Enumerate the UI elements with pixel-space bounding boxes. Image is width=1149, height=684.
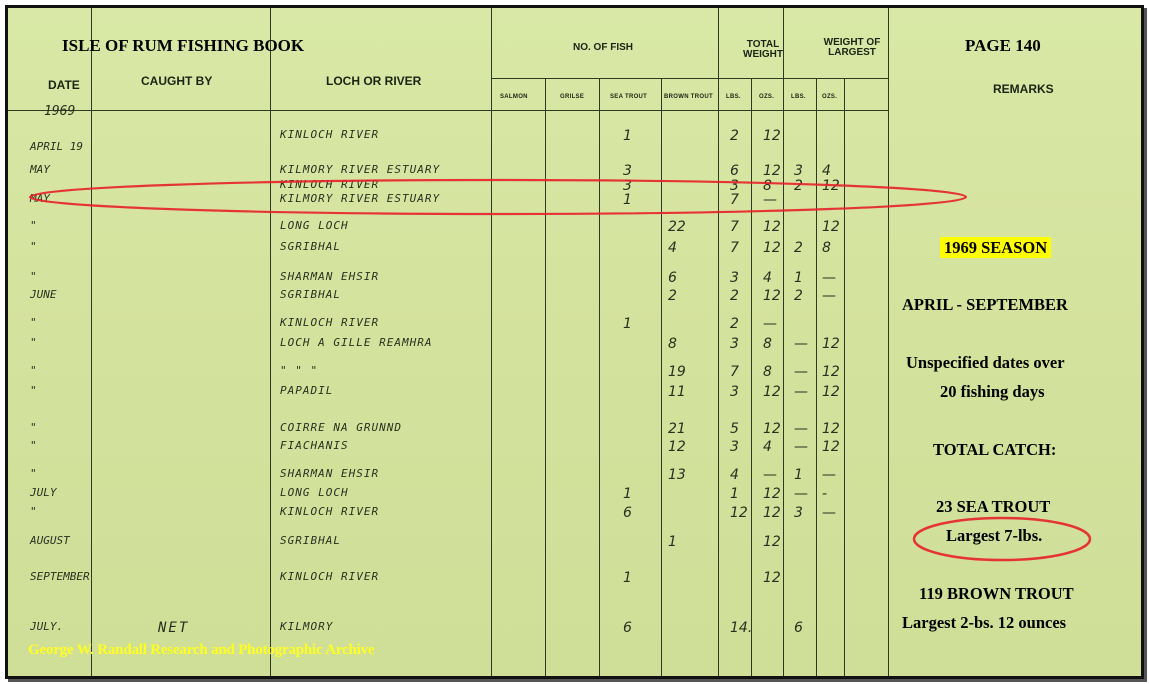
lbs-header-2: LBS. — [791, 94, 806, 100]
cell-sea: 3 — [623, 163, 632, 179]
cell-brown: 13 — [668, 467, 686, 483]
cell-tozs: 4 — [763, 439, 772, 455]
cell-llbs: 1 — [794, 467, 803, 483]
cell-date: " — [30, 439, 37, 452]
cell-sea: 6 — [623, 505, 632, 521]
total-catch-label: TOTAL CATCH: — [933, 440, 1057, 459]
salmon-header: SALMON — [500, 94, 528, 100]
cell-llbs: 2 — [794, 240, 803, 256]
cell-tozs: 12 — [763, 128, 781, 144]
cell-llbs: — — [794, 336, 808, 352]
cell-loch: KINLOCH RIVER — [280, 570, 380, 583]
page-number: PAGE 140 — [965, 36, 1041, 55]
brown-trout-total: 119 BROWN TROUT — [919, 584, 1074, 603]
season-highlight: 1969 SEASON — [940, 237, 1051, 258]
sea-trout-largest: Largest 7-lbs. — [946, 526, 1043, 545]
cell-date: " — [30, 384, 37, 397]
cell-brown: 11 — [668, 384, 686, 400]
cell-llbs: — — [794, 364, 808, 380]
cell-llbs: — — [794, 439, 808, 455]
cell-brown: 19 — [668, 364, 686, 380]
no-of-fish-header: NO. OF FISH — [573, 42, 633, 53]
cell-llbs: 3 — [794, 505, 803, 521]
cell-tozs: 12 — [763, 505, 781, 521]
cell-loch: KILMORY — [280, 620, 334, 633]
cell-lozs: 12 — [822, 439, 840, 455]
cell-loch: SHARMAN EHSIR — [280, 467, 380, 480]
cell-loch: LOCH A GILLE REAMHRA — [280, 336, 433, 349]
cell-loch: KILMORY RIVER ESTUARY — [280, 192, 441, 205]
cell-tlbs: 1 — [730, 486, 739, 502]
cell-llbs: 3 — [794, 163, 803, 179]
cell-lozs: - — [822, 486, 828, 502]
cell-sea: 1 — [623, 192, 632, 208]
cell-tlbs: 14. — [730, 620, 753, 636]
remarks-header: REMARKS — [993, 82, 1054, 96]
cell-loch: LONG LOCH — [280, 219, 349, 232]
cell-llbs: — — [794, 486, 808, 502]
year-entry: 1969 — [44, 104, 76, 119]
cell-date: JULY — [30, 486, 57, 499]
ledger-page — [8, 8, 1141, 676]
cell-caught: NET — [158, 620, 190, 636]
cell-lozs: — — [822, 505, 836, 521]
cell-loch: KINLOCH RIVER — [280, 178, 380, 191]
cell-loch: KINLOCH RIVER — [280, 505, 380, 518]
ozs-header-2: OZS. — [822, 94, 838, 100]
cell-tozs: 4 — [763, 270, 772, 286]
cell-tlbs: 2 — [730, 288, 739, 304]
cell-tozs: 12 — [763, 421, 781, 437]
cell-tozs: 12 — [763, 219, 781, 235]
cell-tozs: — — [763, 192, 777, 208]
cell-date: SEPTEMBER — [30, 570, 90, 583]
cell-loch: COIRRE NA GRUNND — [280, 421, 402, 434]
cell-sea: 3 — [623, 178, 632, 194]
cell-loch: KILMORY RIVER ESTUARY — [280, 163, 441, 176]
cell-date: JUNE — [30, 288, 57, 301]
date-header: DATE — [48, 78, 80, 92]
cell-date: JULY. — [30, 620, 64, 633]
cell-date: " — [30, 219, 37, 232]
cell-tlbs: 3 — [730, 178, 739, 194]
cell-date: " — [30, 364, 37, 377]
sea-trout-total: 23 SEA TROUT — [936, 497, 1051, 516]
cell-brown: 2 — [668, 288, 677, 304]
cell-date: " — [30, 240, 37, 253]
cell-lozs: 12 — [822, 219, 840, 235]
cell-sea: 6 — [623, 620, 632, 636]
cell-tlbs: 3 — [730, 270, 739, 286]
weight-largest-header: WEIGHT OF LARGEST — [823, 37, 881, 58]
cell-sea: 1 — [623, 570, 632, 586]
cell-tozs: — — [763, 316, 777, 332]
cell-loch: SGRIBHAL — [280, 534, 341, 547]
cell-date: " — [30, 505, 37, 518]
cell-loch: SGRIBHAL — [280, 288, 341, 301]
cell-tlbs: 12 — [730, 505, 748, 521]
caught-by-header: CAUGHT BY — [141, 74, 213, 88]
cell-date: " — [30, 336, 37, 349]
cell-lozs: 12 — [822, 336, 840, 352]
cell-tozs: 12 — [763, 570, 781, 586]
unspecified-line-1: Unspecified dates over — [906, 353, 1065, 372]
cell-llbs: 2 — [794, 178, 803, 194]
cell-date: " — [30, 270, 37, 283]
cell-brown: 1 — [668, 534, 677, 550]
cell-tozs: 12 — [763, 534, 781, 550]
cell-brown: 22 — [668, 219, 686, 235]
cell-tlbs: 7 — [730, 192, 739, 208]
highlight-oval-row — [30, 180, 966, 214]
cell-loch: SGRIBHAL — [280, 240, 341, 253]
cell-lozs: 12 — [822, 384, 840, 400]
cell-date: APRIL 19 — [30, 140, 83, 153]
cell-brown: 12 — [668, 439, 686, 455]
cell-tlbs: 5 — [730, 421, 739, 437]
cell-tozs: 12 — [763, 240, 781, 256]
grilse-header: GRILSE — [560, 94, 585, 100]
cell-brown: 8 — [668, 336, 677, 352]
cell-lozs: 12 — [822, 364, 840, 380]
total-weight-header: TOTAL WEIGHT — [743, 39, 783, 60]
cell-date: MAY — [30, 163, 50, 176]
cell-llbs: 6 — [794, 620, 803, 636]
cell-lozs: 4 — [822, 163, 831, 179]
cell-loch: KINLOCH RIVER — [280, 316, 380, 329]
lbs-header-1: LBS. — [726, 94, 741, 100]
cell-date: AUGUST — [30, 534, 70, 547]
cell-tozs: 12 — [763, 486, 781, 502]
cell-date: " — [30, 467, 37, 480]
cell-sea: 1 — [623, 486, 632, 502]
cell-llbs: 1 — [794, 270, 803, 286]
cell-brown: 21 — [668, 421, 686, 437]
cell-lozs: 12 — [822, 178, 840, 194]
cell-lozs: — — [822, 270, 836, 286]
document-frame — [5, 5, 1144, 679]
cell-tozs: 12 — [763, 163, 781, 179]
unspecified-line-2: 20 fishing days — [940, 382, 1045, 401]
cell-loch: " " " — [280, 364, 319, 377]
archive-credit: George W. Randall Research and Photographic Archive — [28, 642, 375, 658]
brown-trout-header: BROWN TROUT — [664, 94, 713, 100]
sea-trout-header: SEA TROUT — [610, 94, 648, 100]
cell-tlbs: 7 — [730, 240, 739, 256]
cell-sea: 1 — [623, 128, 632, 144]
season-label — [940, 238, 1051, 258]
cell-llbs: — — [794, 421, 808, 437]
cell-tozs: — — [763, 467, 777, 483]
cell-tozs: 12 — [763, 384, 781, 400]
cell-tlbs: 7 — [730, 219, 739, 235]
loch-header: LOCH OR RIVER — [326, 74, 422, 88]
cell-tlbs: 6 — [730, 163, 739, 179]
cell-lozs: — — [822, 288, 836, 304]
cell-tozs: 12 — [763, 288, 781, 304]
cell-lozs: — — [822, 467, 836, 483]
cell-loch: FIACHANIS — [280, 439, 349, 452]
cell-tlbs: 3 — [730, 439, 739, 455]
cell-tlbs: 3 — [730, 384, 739, 400]
cell-tlbs: 3 — [730, 336, 739, 352]
cell-tozs: 8 — [763, 364, 772, 380]
cell-loch: KINLOCH RIVER — [280, 128, 380, 141]
cell-llbs: 2 — [794, 288, 803, 304]
cell-loch: PAPADIL — [280, 384, 334, 397]
cell-loch: SHARMAN EHSIR — [280, 270, 380, 283]
cell-tozs: 8 — [763, 178, 772, 194]
annotation-overlay — [8, 8, 1141, 676]
cell-date: MAY — [30, 192, 50, 205]
cell-brown: 6 — [668, 270, 677, 286]
cell-tozs: 8 — [763, 336, 772, 352]
cell-date: " — [30, 316, 37, 329]
cell-tlbs: 2 — [730, 128, 739, 144]
cell-date: " — [30, 421, 37, 434]
cell-sea: 1 — [623, 316, 632, 332]
months-label: APRIL - SEPTEMBER — [902, 295, 1068, 314]
cell-tlbs: 2 — [730, 316, 739, 332]
cell-lozs: 8 — [822, 240, 831, 256]
cell-tlbs: 7 — [730, 364, 739, 380]
cell-lozs: 12 — [822, 421, 840, 437]
cell-tlbs: 4 — [730, 467, 739, 483]
cell-llbs: — — [794, 384, 808, 400]
ozs-header-1: OZS. — [759, 94, 775, 100]
brown-trout-largest: Largest 2-bs. 12 ounces — [902, 613, 1067, 632]
cell-brown: 4 — [668, 240, 677, 256]
book-title: ISLE OF RUM FISHING BOOK — [62, 36, 305, 55]
cell-loch: LONG LOCH — [280, 486, 349, 499]
